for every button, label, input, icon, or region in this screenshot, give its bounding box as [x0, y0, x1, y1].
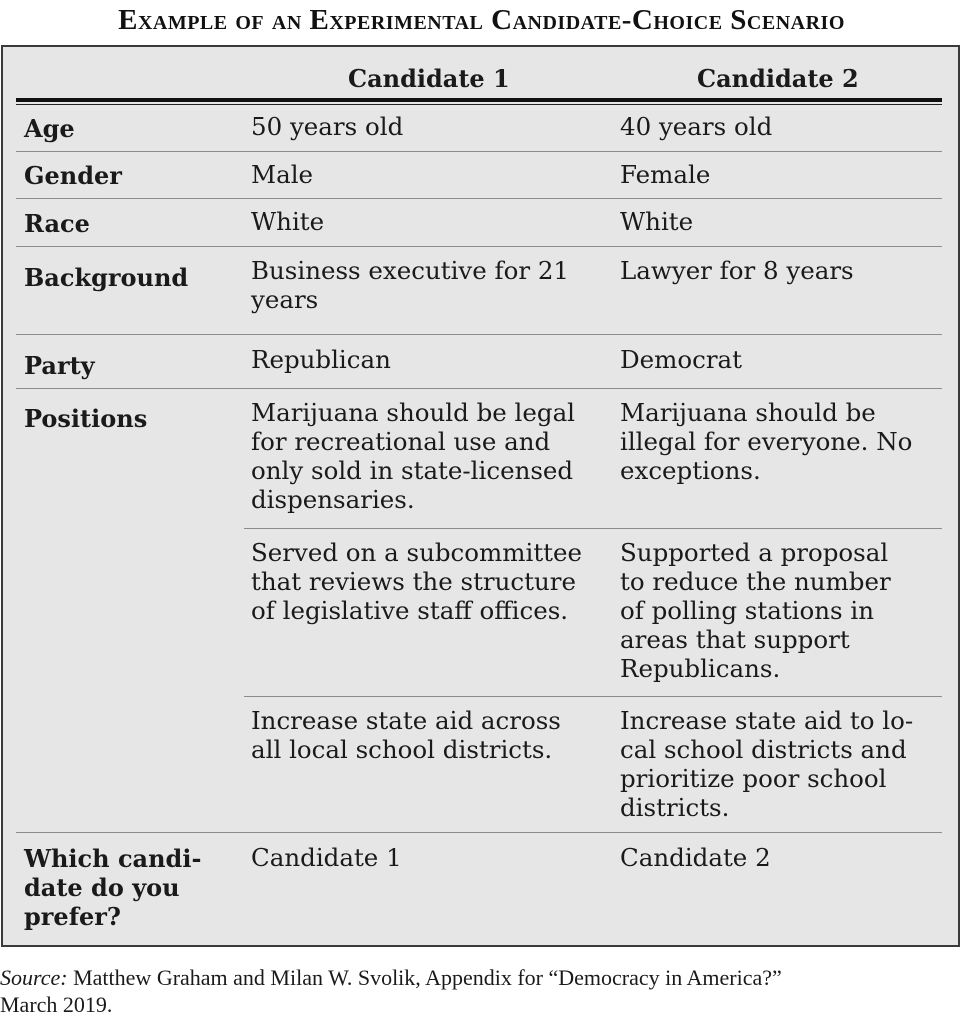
source-text: Matthew Graham and Milan W. Svolik, Appendix for “Democracy in America?”: [73, 965, 782, 990]
position-line: Supported a proposal: [620, 538, 889, 567]
preference-label-line: prefer?: [24, 902, 121, 931]
position-line: Republicans.: [620, 654, 781, 683]
position-line: of legislative staff offices.: [251, 596, 569, 625]
race-candidate-1: White: [251, 207, 325, 236]
position-3-candidate-2: [620, 706, 913, 822]
row-divider: [16, 198, 942, 199]
table-title: Example of an Experimental Candidate-Choice Scenario: [118, 4, 845, 36]
position-1-candidate-1: [251, 398, 575, 514]
background-candidate-1-line: years: [251, 285, 319, 314]
row-label-background: Background: [24, 263, 189, 292]
gender-candidate-2: Female: [620, 160, 711, 189]
preference-label-line: date do you: [24, 873, 180, 902]
position-line: of polling stations in: [620, 596, 875, 625]
position-divider: [244, 528, 942, 529]
position-line: illegal for everyone. No: [620, 427, 913, 456]
background-candidate-2: [620, 256, 854, 285]
row-divider: [16, 151, 942, 152]
row-divider: [16, 388, 942, 389]
row-label-gender: Gender: [24, 161, 122, 190]
row-label-positions: Positions: [24, 404, 148, 433]
position-1-candidate-2: [620, 398, 912, 485]
row-divider: [16, 334, 942, 335]
gender-candidate-1: Male: [251, 160, 314, 189]
position-line: Increase state aid to lo-: [620, 706, 914, 735]
row-label-preference: [24, 844, 201, 931]
row-divider: [16, 246, 942, 247]
row-label-race: Race: [24, 209, 90, 238]
position-line: cal school districts and: [620, 735, 907, 764]
position-line: areas that support: [620, 625, 850, 654]
source-date: March 2019.: [0, 992, 113, 1017]
preference-label-line: Which candi-: [24, 844, 202, 873]
source-note: [0, 964, 963, 1018]
party-candidate-2: Democrat: [620, 345, 743, 374]
position-3-candidate-1: [251, 706, 561, 764]
preference-candidate-2: Candidate 2: [620, 843, 771, 872]
position-line: Served on a subcommittee: [251, 538, 583, 567]
position-line: exceptions.: [620, 456, 761, 485]
column-header-candidate-1: Candidate 1: [348, 64, 510, 93]
column-header-candidate-2: Candidate 2: [697, 64, 859, 93]
position-divider: [244, 696, 942, 697]
row-divider: [16, 832, 942, 833]
background-candidate-1: [251, 256, 569, 314]
background-candidate-1-line: Business executive for 21: [251, 256, 570, 285]
position-line: prioritize poor school: [620, 764, 887, 793]
position-line: all local school districts.: [251, 735, 553, 764]
position-line: Marijuana should be: [620, 398, 876, 427]
position-2-candidate-1: [251, 538, 582, 625]
position-line: only sold in state-licensed: [251, 456, 574, 485]
position-line: Marijuana should be legal: [251, 398, 576, 427]
position-line: dispensaries.: [251, 485, 415, 514]
header-rule: [16, 98, 942, 102]
background-candidate-2-line: Lawyer for 8 years: [620, 256, 854, 285]
source-label: Source:: [0, 965, 68, 990]
header-rule-thin: [16, 104, 942, 105]
position-line: to reduce the number: [620, 567, 891, 596]
position-line: districts.: [620, 793, 730, 822]
age-candidate-2: 40 years old: [620, 112, 773, 141]
race-candidate-2: White: [620, 207, 694, 236]
position-line: Increase state aid across: [251, 706, 561, 735]
row-label-party: Party: [24, 351, 95, 380]
position-line: for recreational use and: [251, 427, 551, 456]
position-2-candidate-2: [620, 538, 891, 683]
party-candidate-1: Republican: [251, 345, 391, 374]
preference-candidate-1: Candidate 1: [251, 843, 402, 872]
row-label-age: Age: [24, 114, 75, 143]
age-candidate-1: 50 years old: [251, 112, 404, 141]
position-line: that reviews the structure: [251, 567, 576, 596]
